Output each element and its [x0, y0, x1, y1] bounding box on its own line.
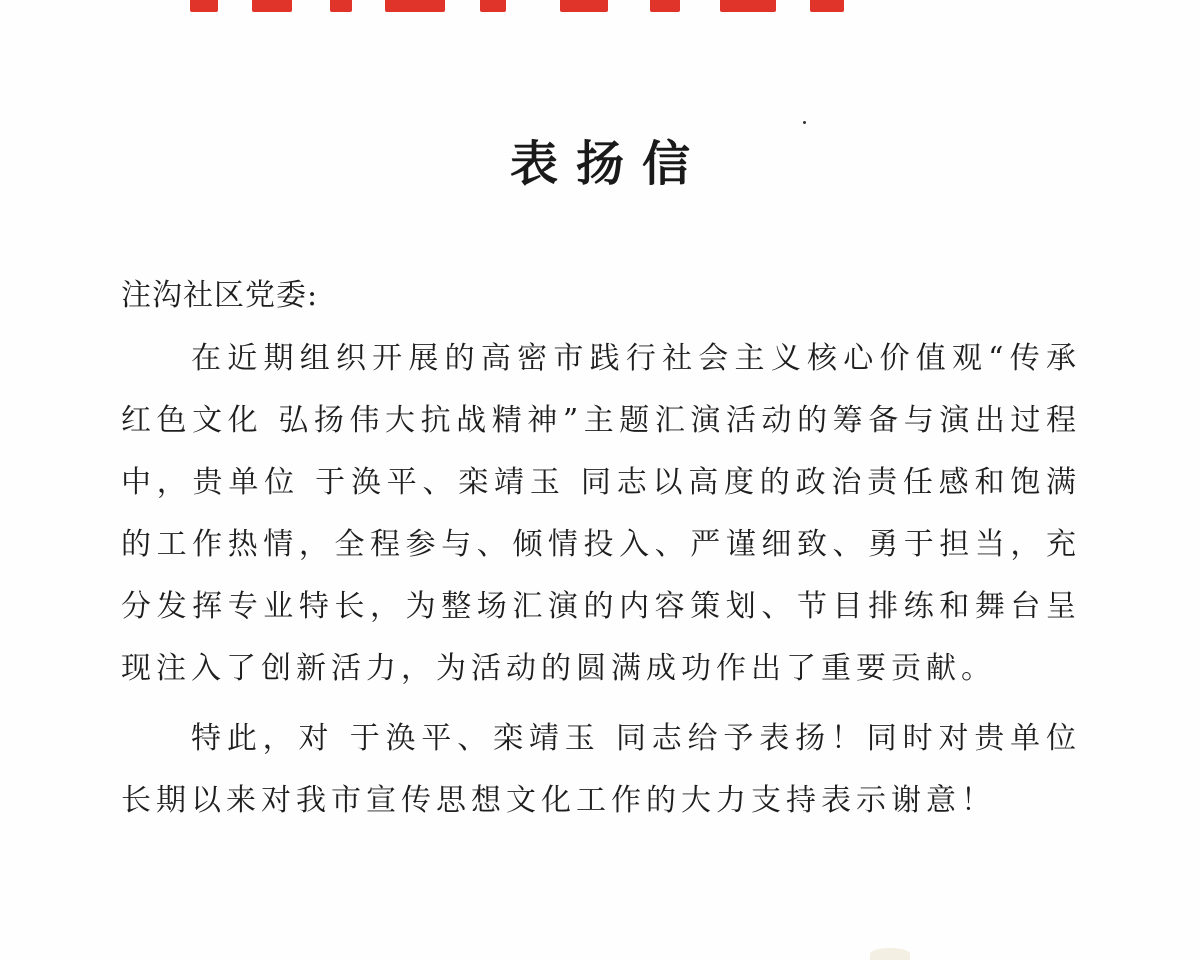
body-paragraph-2: 特此，对 于涣平、栾靖玉 同志给予表扬！同时对贵单位长期以来对我市宣传思想文化工作的大力支持表示谢意！ — [121, 721, 1081, 818]
letterhead-red-header-cropped — [180, 0, 880, 16]
body-paragraph-1: 在近期组织开展的高密市践行社会主义核心价值观“传承红色文化 弘扬伟大抗战精神”主题汇演活动的筹备与演出过程中，贵单位 于涣平、栾靖玉 同志以高度的政治责任感和饱满的工作热情，全程参与、倾情投入、严谨细致、勇于担当，充分发挥专业特长，为整场汇演的内容策划、节目排练和舞台呈现注入了创新活力，为活动的圆满成功作出了重要贡献。 — [121, 341, 1081, 686]
salutation: 注沟社区党委: — [121, 278, 319, 313]
stray-mark — [803, 121, 806, 124]
letter-title: 表扬信 — [509, 136, 708, 192]
paper-smudge — [870, 948, 910, 960]
